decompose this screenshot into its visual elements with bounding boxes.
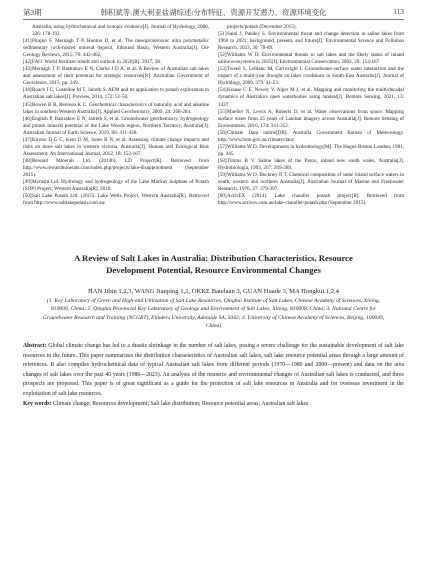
reference-item: [218, 109, 404, 130]
reference-text: Kirono D G C, Kent D M, Jones R N, et al. Assessing climate change impacts and risks on three salt lakes in western victoria, Australia[J]. Human and Ecological Risk Assessment: An International Journal, 2012, 18: 152-167.: [23, 136, 209, 157]
header-rule: [23, 19, 404, 20]
reference-number: [46]: [23, 115, 32, 122]
reference-item: [218, 172, 404, 193]
reference-item: [23, 193, 209, 207]
article-title-line: A Review of Salt Lakes in Australia: Distribution Characteristics, Resource: [74, 253, 353, 263]
reference-item: [23, 102, 209, 116]
reference-text: Mueller N, Lewis A, Roberts D, et al. Water observations from space: Mapping surface water from 25 years of Landsat imagery across Australia[J]. Remote Sensing of Environment, 2016, 174: 341-352.: [218, 108, 404, 129]
reference-number: [51]: [218, 31, 227, 38]
reference-text: Saini J, Pandey S. Environmental threat and change detection in saline lakes from 1960 to 2021: background, present, and future[J]. Environmental Science and Pollution Research, 2023, 30: 78-89.: [218, 31, 404, 52]
issue-number: 第3期: [23, 8, 42, 17]
reference-number: [48]: [23, 157, 32, 164]
affiliations: (1. Key Laboratory of Green and High-end Utilization of Salt Lake Resources, Qinghai Institute of Salt Lakes, Chinese Academy of Sciences, Xining, 810008, China; 2. Qinghai Provincial Key Laboratory of Geology and Environment of Salt Lakes, Xining, 810008, China; 3. National Centre for Groundwater Research and Training (NCGRT), Flinders University, Adelaide SA, 5042; 4. University of Chinese Academy of Sciences, Beijing, 100049, China): [42, 298, 385, 330]
running-title: 韩积斌等:澳大利亚盐湖综述:分布特征、资源开发潜力、资源环境变化: [100, 8, 327, 17]
reference-item: [23, 116, 209, 137]
reference-item: [218, 144, 404, 158]
reference-text: Williams W D. Environmental threats to salt lakes and the likely status of inland saline ecosystems in 2025[J]. Environmental Conservation, 2002, 29: 154-167.: [218, 52, 404, 66]
reference-text: Climate Data online[DB]. Australia Government Bureau of Meteorology. http://www.bom.gov.au/climate/data/: [218, 129, 404, 143]
reference-number: [41]: [23, 38, 32, 45]
reference-number: [50]: [23, 193, 32, 200]
reference-item: [218, 24, 404, 31]
reference-text: Bowen B B, Benison K C. Geochemical characteristics of naturally acid and alkaline lakes in southern Western Australia[J]. Applied Geochemistry, 2009, 24: 268-284.: [23, 101, 209, 115]
reference-item: [218, 193, 404, 207]
reference-number: [53]: [218, 66, 227, 73]
reference-number: [56]: [218, 129, 227, 136]
reference-text: English P, Bastrakov E N, Jaireth S, et al. Groundwater geochemistry, hydrogeology and potash mineral potential of the Lake Woods region, Northern Territory, Australia[J]. Australian Journal of Earth Science, 2019, 66: 411-430.: [23, 115, 209, 136]
reference-item: [218, 31, 404, 52]
article-title-line: Development Potential, Resource Environmental Changes: [106, 265, 321, 276]
reference-number: [44]: [23, 87, 32, 94]
reference-text: projects/potash (December 2015).: [227, 24, 297, 30]
abstract-block: [23, 342, 404, 409]
reference-text: Salt Lake Potash Ltd. (2015). Lake Wells Project, Western Australia[R]. Retrieved from http://www.saltlakepotash.com.au/: [23, 193, 209, 207]
reference-item: [23, 87, 209, 101]
keywords: [23, 400, 404, 410]
reference-text: Krause C E, Newey V, Alger M J, et al. Mapping and monitoring the multi-decadal dynamics of Australia's open waterbodies using landsat[J]. Remote Sensing, 2021, 13: 1437.: [218, 87, 404, 108]
references-right-column: [218, 24, 404, 207]
article-title: [23, 252, 404, 276]
reference-item: [23, 158, 209, 179]
reference-item: [218, 66, 404, 87]
keywords-text: Climate change; Resources development; Salt lake distribution; Resource potential areas; Australian salt lakes: [52, 400, 309, 407]
reference-text: Roach I C, Costelloe M T, Jaireth S. AEM and its application to potash exploration in Australian salt lakes[J]. Preview, 2014, 172: 51-58.: [23, 87, 209, 101]
running-header: [23, 7, 404, 19]
reference-text: Timms B V. Saline lakes of the Paroo, inland new south wales, Australia[J]. Hydrobiologia, 1993, 267: 269-289.: [218, 157, 404, 171]
reference-item: [218, 130, 404, 144]
reference-item: [23, 66, 209, 87]
reference-number: [43]: [23, 66, 32, 73]
references-left-column: [23, 24, 209, 207]
reference-text: Williams W D, Buckney R T. Chemical composition of some inland surface waters in south, western and northern Australia[J]. Australian Journal of Marine and Freshwater Research, 1976, 27: 379-397.: [218, 171, 404, 193]
reference-number: [47]: [23, 136, 32, 143]
reference-text: Pirajno F, Mernagh T P, Hunton D, et al. The mesoproterozoic ultra polymetallic sedimentary rock-hosted mineral deposit, Edmund Basin, Western Australia[J]. Ore Geology Reviews, 2015, 76: 442-462.: [23, 38, 209, 59]
reference-number: [42]: [23, 59, 32, 66]
reference-number: [45]: [23, 101, 32, 108]
keywords-label: Key words:: [23, 400, 52, 407]
abstract: [23, 342, 404, 400]
reference-text: Reward Minerals Ltd. (2014b). LD Project[R]. Retrieved from http://www.rewardminerals.com/index.php/projects/lake-disappointment (September 2015).: [23, 157, 209, 178]
reference-text: Mernagh T P, Bastrakov E N, Clarke J D A, et al. A Review of Australian salt lakes and assessment of their potential for strategic resources[R]. Australian Government of Geoscience, 2013, pp. 249.: [23, 66, 209, 87]
abstract-text: Global climate change has led to a drastic shrinkage in the number of salt lakes, posing a severe challenge for the sustainable development of salt lake resources in the future. This paper summarizes the distribution characteristics of Australian salt lakes, salt lake resource potential areas through a large amount of references. It also compiles hydrochemical data of typical Australian salt lakes from different periods (1970—1980 and 2000—present) and data on the area changes of salt lakes over the past 40 years (1986—2023). An analysis of the resource and environmental changes of Australian salt lakes is conducted, and three prospects are proposed. This paper is of great significant as a guide for the protection of salt lake resources in Australia and for overseas investment in the exploitation of salt lake resources.: [23, 343, 404, 397]
references-section: [23, 24, 404, 250]
reference-number: [57]: [218, 143, 227, 150]
reference-number: [55]: [218, 108, 227, 115]
author-list: HAN Jibin 1,2,3, WANG Jianping 1,2, OKKE Batelaan 3, GUAN Huade 3, MA Hongkui 1,2,4: [88, 288, 339, 295]
reference-text: Williams W D. Developments in hydrobiology[M]. The Hague Boston London, 1981, pp. 445.: [218, 143, 404, 157]
reference-text: Australia, using hydrochemical and isotopic evidence[J]. Journal of Hydrology, 2006, 326: 178-192.: [32, 24, 209, 38]
reference-item: [218, 87, 404, 108]
reference-item: [218, 158, 404, 172]
reference-number: [49]: [23, 179, 32, 186]
page-number: 113: [393, 7, 404, 16]
reference-number: [52]: [218, 52, 227, 59]
abstract-label: Abstract:: [23, 343, 47, 349]
reference-item: [23, 24, 209, 38]
reference-item: [23, 137, 209, 158]
reference-number: [54]: [218, 87, 227, 94]
reference-text: Tweed S, Leblanc M, Cartwright I. Groundwater-surface water interaction and the impact of a multi-year drought on lakes conditions in South-East Australia[J]. Journal of Hydrology, 2009, 379: 41-53.: [218, 66, 404, 87]
reference-text: Mymsin Ltd. Hydrology and hydrogeology of the Lake Mackay Sulphate of Potash (SOP) Project, Western Australia[R]. 2018.: [23, 179, 209, 193]
reference-number: [60]: [218, 193, 227, 200]
reference-number: [58]: [218, 157, 227, 164]
reference-number: [59]: [218, 171, 227, 178]
reference-text: ActivEX (2014). Lake chandler potash project[R]. Retrieved from http://www.activex.com.au/lake-chandler-potash.php (September 2015).: [218, 193, 404, 207]
reference-item: [23, 38, 209, 59]
reference-item: [218, 52, 404, 66]
reference-item: [23, 179, 209, 193]
reference-text: FAO. World fertilizer trends and outlook to 2020[R]. 2017, 38.: [32, 59, 162, 66]
